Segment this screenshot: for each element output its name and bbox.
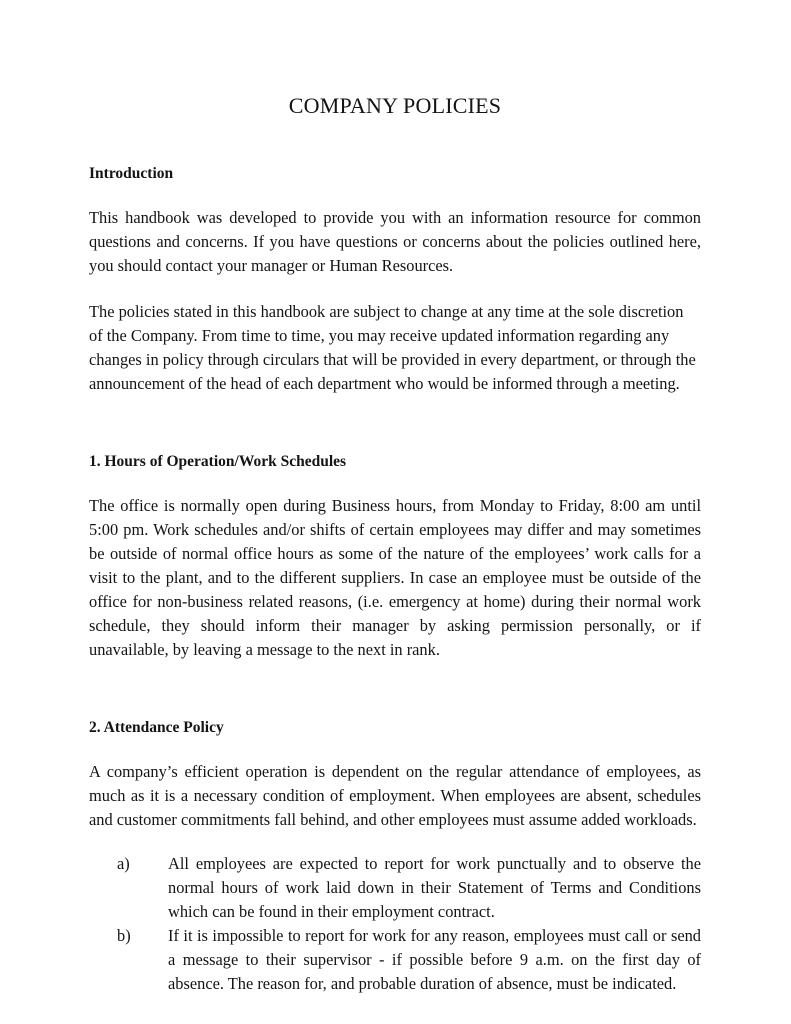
list-item-marker: a): [117, 854, 130, 873]
list-item-text: If it is impossible to report for work for any reason, employees must call or send a message to their supervisor - if possible before 9 a.m. on the first day of absence. The reason for, and probable duration of absence, must be indicated.: [168, 926, 701, 993]
paragraph-hours-of-operation-1: The office is normally open during Business hours, from Monday to Friday, 8:00 am until 5:00 pm. Work schedules and/or shifts of certain employees may differ and may sometimes be outside of normal office hours as some of the nature of the employees’ work calls for a visit to the plant, and to the different suppliers. In case an employee must be outside of the office for non-business related reasons, (i.e. emergency at home) during their normal work schedule, they should inform their manager by asking permission personally, or if unavailable, by leaving a message to the next in rank.: [89, 496, 701, 659]
page-title: COMPANY POLICIES: [288, 93, 502, 118]
paragraph-introduction-1: This handbook was developed to provide you with an information resource for common questions and concerns. If you have questions or concerns about the policies outlined here, you should contact your manager or Human Resources.: [89, 208, 701, 275]
section-heading-introduction: Introduction: [89, 165, 174, 182]
attendance-policy-list: [89, 852, 701, 996]
paragraph-introduction-2: The policies stated in this handbook are subject to change at any time at the sole discretion of the Company. From time to time, you may receive updated information regarding any changes in policy through circulars that will be provided in every department, or through the announcement of the head of each department who would be informed through a meeting.: [89, 302, 696, 393]
list-item: [117, 924, 701, 996]
section-heading-hours-of-operation: 1. Hours of Operation/Work Schedules: [89, 453, 347, 470]
list-item-text: All employees are expected to report for work punctually and to observe the normal hours of work laid down in their Statement of Terms and Conditions which can be found in their employment contract.: [168, 854, 701, 921]
document-content: [89, 0, 701, 996]
section-heading-attendance-policy: 2. Attendance Policy: [89, 719, 224, 736]
list-item: [117, 852, 701, 924]
paragraph-attendance-policy-1: A company’s efficient operation is dependent on the regular attendance of employees, as much as it is a necessary condition of employment. When employees are absent, schedules and customer commitments fall behind, and other employees must assume added workloads.: [89, 762, 701, 829]
list-item-marker: b): [117, 926, 131, 945]
